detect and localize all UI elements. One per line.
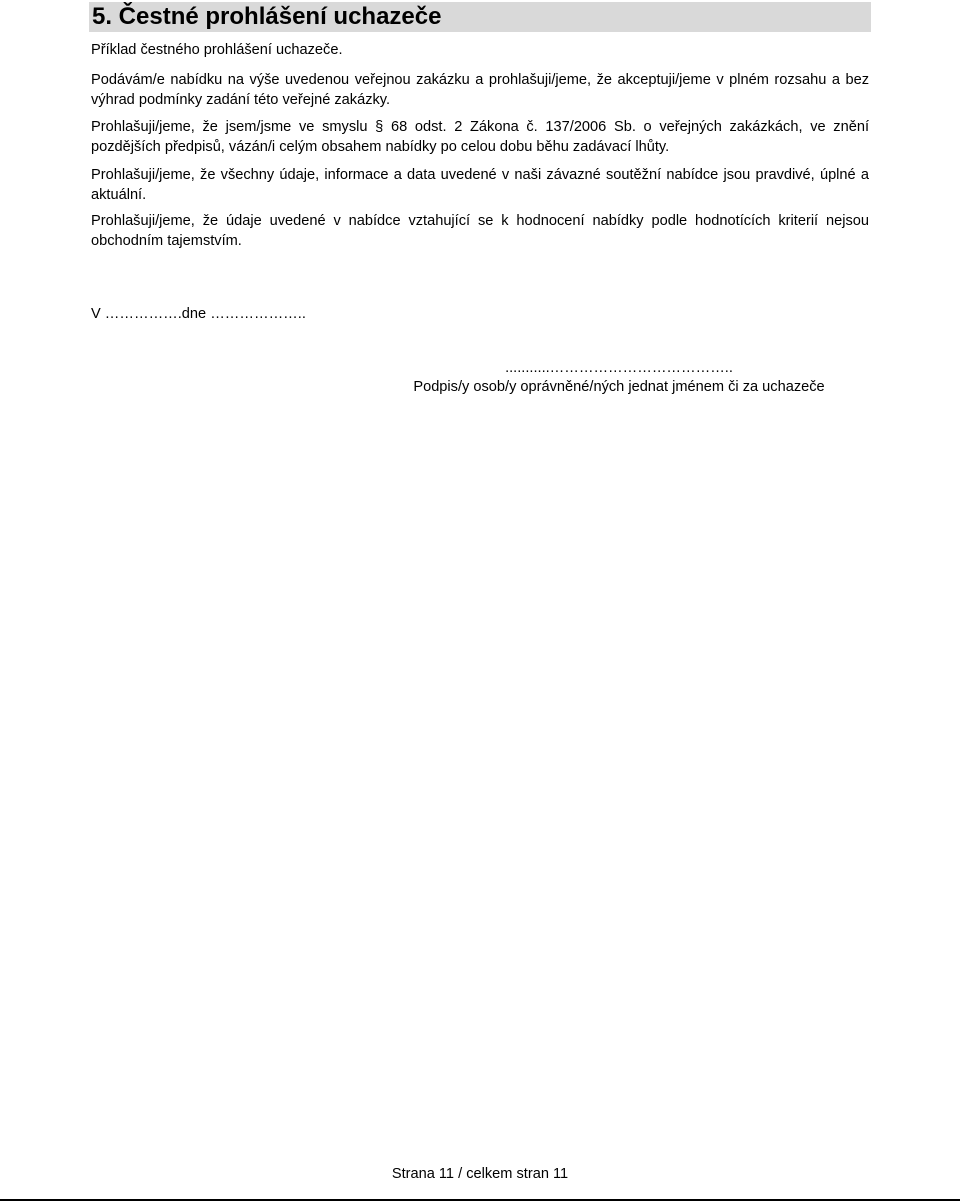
- paragraph-data-accuracy: Prohlašuji/jeme, že všechny údaje, informace a data uvedené v naši závazné soutěžní nabídce jsou pravdivé, úplné a aktuální.: [91, 167, 869, 203]
- paragraph-offer-acceptance: Podávám/e nabídku na výše uvedenou veřejnou zakázku a prohlašuji/jeme, že akceptuji/jeme v plném rozsahu a bez výhrad podmínky zadání této veřejné zakázky.: [91, 72, 869, 108]
- paragraph-trade-secret: Prohlašuji/jeme, že údaje uvedené v nabídce vztahující se k hodnocení nabídky podle hodnotících kriterií nejsou obchodním tajemstvím.: [91, 213, 869, 249]
- paragraph-binding-offer: Prohlašuji/jeme, že jsem/jsme ve smyslu § 68 odst. 2 Zákona č. 137/2006 Sb. o veřejných zakázkách, ve znění pozdějších předpisů, vázán/i celým obsahem nabídky po celou dobu běhu zadávací lhůty.: [91, 119, 869, 155]
- place-date-line: V …………….dne ………………..: [91, 306, 306, 322]
- page-number: Strana 11 / celkem stran 11: [391, 1166, 569, 1182]
- signature-line: ...........………………………………..: [505, 360, 733, 376]
- section-heading-bar: [89, 2, 871, 32]
- intro-text: Příklad čestného prohlášení uchazeče.: [91, 42, 343, 58]
- signature-caption: Podpis/y osob/y oprávněné/ných jednat jménem či za uchazeče: [413, 379, 825, 395]
- footer-divider: [0, 1199, 960, 1201]
- section-heading: 5. Čestné prohlášení uchazeče: [92, 3, 442, 30]
